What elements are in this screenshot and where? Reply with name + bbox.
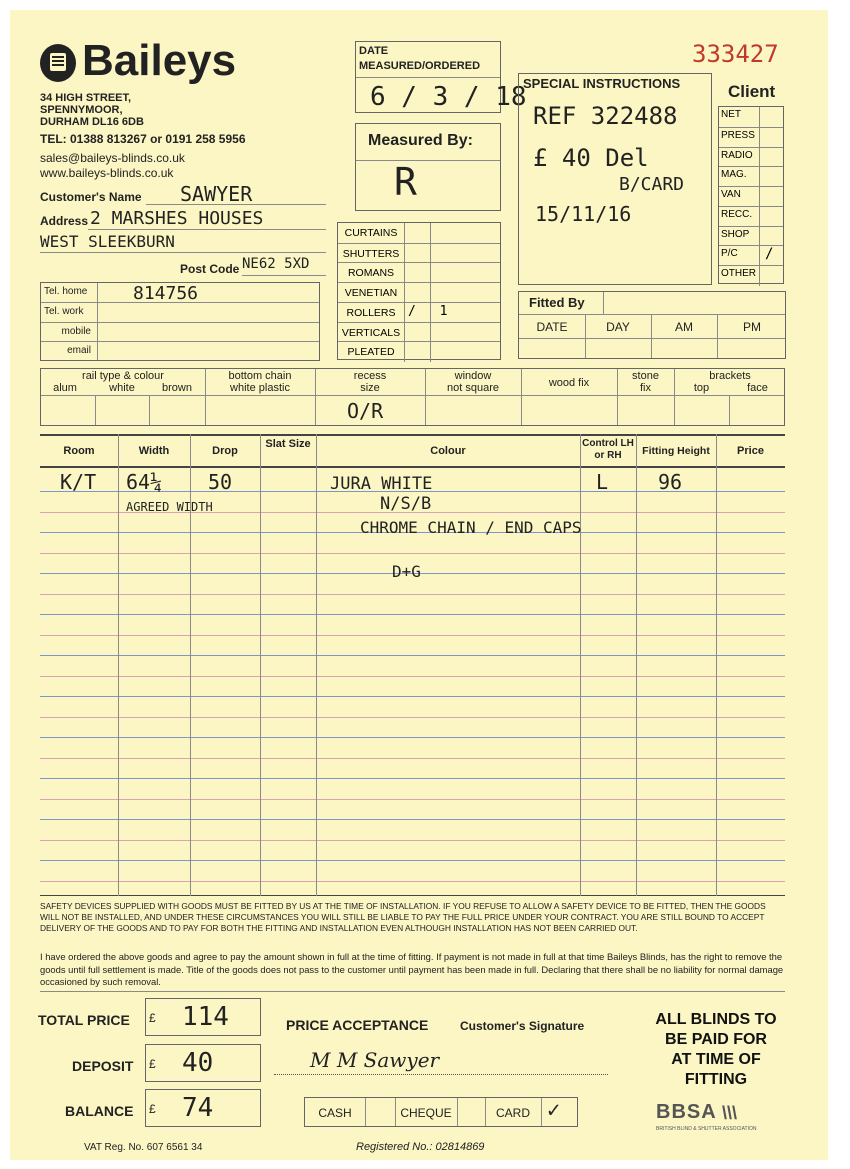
fitting-height-value: 96: [658, 470, 683, 494]
note-dg: D+G: [392, 562, 421, 581]
client-option[interactable]: VAN: [719, 186, 783, 207]
bbsa-subtitle: BRITISH BLIND & SHUTTER ASSOCIATION: [656, 1126, 757, 1132]
registered-number: Registered No.: 02814869: [356, 1141, 485, 1153]
client-option[interactable]: MAG.: [719, 166, 783, 187]
date-value: 6 / 3 / 18: [370, 82, 527, 112]
room-value: K/T: [60, 470, 97, 494]
deposit-value: 40: [182, 1048, 214, 1078]
telephone: TEL: 01388 813267 or 0191 258 5956: [40, 132, 246, 146]
client-option[interactable]: OTHER: [719, 265, 783, 286]
vat-number: VAT Reg. No. 607 6561 34: [84, 1142, 203, 1153]
product-type-row[interactable]: ROLLERS / 1: [338, 302, 500, 323]
tel-home-value: 814756: [133, 283, 199, 304]
customer-address-2: WEST SLEEKBURN: [40, 232, 175, 251]
bbsa-logo-mark: \\\: [722, 1103, 738, 1123]
brand-name: Baileys: [82, 36, 237, 85]
product-type-row[interactable]: PLEATED: [338, 341, 500, 362]
note-nsb: N/S/B: [380, 494, 432, 514]
card-tick-icon: ✓: [547, 1098, 561, 1123]
product-type-row[interactable]: ROMANS: [338, 262, 500, 283]
drop-value: 50: [208, 470, 233, 494]
measured-by-value: R: [394, 160, 417, 204]
payment-method-box: CASH CHEQUE CARD ✓: [304, 1097, 578, 1127]
client-option[interactable]: NET: [719, 107, 783, 127]
recess-value: O/R: [347, 399, 384, 423]
deposit-box: £ 40: [145, 1044, 261, 1082]
client-check-mark: /: [765, 246, 774, 263]
safety-terms: SAFETY DEVICES SUPPLIED WITH GOODS MUST BE FITTED BY US AT THE TIME OF INSTALLATION. IF YOU REFUSE TO ALLOW A SAFETY DEVICE TO BE FITTED, THEN THE GOODS WILL NOT BE INSTALLED, AND UNDER THESE CIRCUMSTANCES YOU WILL STILL BE LIABLE TO PAY THE FULL PRICE UNDER YOUR CONTRACT. YOU ARE STILL BOUND TO ACCEPT DELIVERY OF THE GOODS AND TO PAY FOR BOTH THE FITTING AND INSTALLATION EVEN ALTHOUGH INSTALLATION HAS NOT BEEN CARRIED OUT.: [40, 901, 766, 933]
email-address: sales@baileys-blinds.co.uk: [40, 151, 185, 165]
payment-notice: ALL BLINDS TO BE PAID FOR AT TIME OF FITTING: [655, 1011, 777, 1088]
order-table: Room Width Drop Slat Size Colour Control LH or RH Fitting Height Price K/T 64¼ 50 JURA WHITE L 96 AGREED WIDTH N/S/B CHROME CHAIN / END CAPS D+G: [40, 434, 785, 896]
address-line: SPENNYMOOR,: [40, 104, 123, 116]
product-type-row[interactable]: CURTAINS: [338, 223, 500, 243]
fitted-by-box: Fitted By DATE DAY AM PM: [518, 291, 786, 359]
product-mark: / 1: [408, 303, 456, 319]
product-type-box: [337, 222, 501, 360]
address-line: DURHAM DL16 6DB: [40, 116, 144, 128]
client-option[interactable]: SHOP: [719, 226, 783, 247]
client-option[interactable]: P/C /: [719, 245, 783, 266]
customer-address-1: 2 MARSHES HOUSES: [90, 208, 264, 229]
note-chrome-chain: CHROME CHAIN / END CAPS: [360, 518, 582, 537]
note-agreed-width: AGREED WIDTH: [126, 500, 213, 514]
date-box: DATE MEASURED/ORDERED 6 / 3 / 18: [355, 41, 501, 113]
client-list: [718, 106, 784, 284]
customer-signature: M M Sawyer: [310, 1048, 440, 1072]
options-row: rail type & colour alum white brown bottom chain white plastic recess size O/R window not square wood fix stone fix brackets top face: [40, 368, 785, 426]
balance-value: 74: [182, 1093, 214, 1123]
product-type-row[interactable]: VENETIAN: [338, 282, 500, 303]
colour-value: JURA WHITE: [330, 474, 433, 494]
width-value: 64¼: [126, 470, 163, 494]
website: www.baileys-blinds.co.uk: [40, 166, 174, 180]
address-line: 34 HIGH STREET,: [40, 92, 132, 104]
signature-line: [274, 1074, 608, 1075]
total-price-box: £ 114: [145, 998, 261, 1036]
customer-postcode: NE62 5XD: [242, 256, 310, 272]
phone-box: Tel. home Tel. work mobile email 814756: [40, 282, 320, 361]
balance-box: £ 74: [145, 1089, 261, 1127]
measured-by-box: Measured By: R: [355, 123, 501, 211]
customer-name: SAWYER: [180, 182, 253, 206]
bbsa-logo: BBSA: [656, 1101, 717, 1123]
control-value: L: [596, 470, 609, 494]
client-title: Client: [728, 82, 776, 101]
product-type-row[interactable]: SHUTTERS: [338, 243, 500, 264]
product-type-row[interactable]: VERTICALS: [338, 322, 500, 343]
payment-terms: I have ordered the above goods and agree to pay the amount shown in full at the time of fitting. If payment is not made in full at that time Baileys Blinds, has the right to remove the goods until full settlement is made. Title of the goods does not pass to the customer until payment has been made in full. Declaring that there shall be no liability for normal damage occasioned by such removal.: [40, 951, 784, 987]
client-option[interactable]: RECC.: [719, 206, 783, 227]
logo-icon: [40, 44, 76, 82]
serial-number: 333427: [692, 40, 779, 68]
order-form: Baileys 34 HIGH STREET, SPENNYMOOR, DURHAM DL16 6DB TEL: 01388 813267 or 0191 258 5956 sales@baileys-blinds.co.uk www.baileys-blinds.co.uk DATE MEASURED/ORDERED 6 / 3 / 18 333427 Measured By: R SPECIAL INSTRUCTIONS REF 322488 £ 40 Del B/CARD 15/11/16 Client NET PRESS RADIO MAG. VAN RECC. SHOP P/C / OTHER Customer's Name SAWYER Address 2 MARSHES HOUSES WEST SLEEKBURN Post Code NE62 5XD Tel. home Tel. work mobile email 814756 CURTAINS SHUTTERS ROMANS VENETIAN ROLLERS / 1 VERTICALS PLEATED Fitted By DATE DAY AM PM rail type & colour alum white brown bottom chain white plastic recess size O/R window not square wood fix stone fix brackets top face Room Width Drop Slat Size Colour Control LH or RH Fitting Height Price K/T 64¼ 50 JURA WHITE L 96 AGREED WIDTH N/S/B CHROME CHAIN / END CAPS D+G SAFETY DEVICES SUPPLIED WITH GOODS MUST BE FITTED BY US AT THE TIME OF INSTALLATION. IF YOU REFUSE TO ALLOW A SAFETY DEVICE TO BE FITTED, THEN THE GOODS WILL NOT BE INSTALLED, AND UNDER THESE CIRCUMSTANCES YOU WILL STILL BE LIABLE TO PAY THE FULL PRICE UNDER YOUR CONTRACT. YOU ARE STILL BOUND TO ACCEPT DELIVERY OF THE GOODS AND TO PAY FOR BOTH THE FITTING AND INSTALLATION EVEN ALTHOUGH INSTALLATION HAS NOT BEEN CARRIED OUT. I have ordered the above goods and agree to pay the amount shown in full at the time of fitting. If payment is not made in full at that time Baileys Blinds, has the right to remove the goods until full settlement is made. Title of the goods does not pass to the customer until payment has been made in full. Declaring that there shall be no liability for normal damage occasioned by such removal. TOTAL PRICE £ 114 DEPOSIT £ 40 BALANCE £ 74 PRICE ACCEPTANCE Customer's Signature M M Sawyer CASH CHEQUE CARD ✓ ALL BLINDS TO BE PAID FOR AT TIME OF FITTING BBSA \\\ BRITISH BLIND & SHUTTER ASSOCIATION VAT Reg. No. 607 6561 34 Registered No.: 02814869: [10, 10, 828, 1160]
special-instructions-box: SPECIAL INSTRUCTIONS REF 322488 £ 40 Del B/CARD 15/11/16: [518, 73, 712, 285]
client-option[interactable]: RADIO: [719, 147, 783, 168]
client-option[interactable]: PRESS: [719, 127, 783, 148]
total-price-value: 114: [182, 1002, 229, 1032]
